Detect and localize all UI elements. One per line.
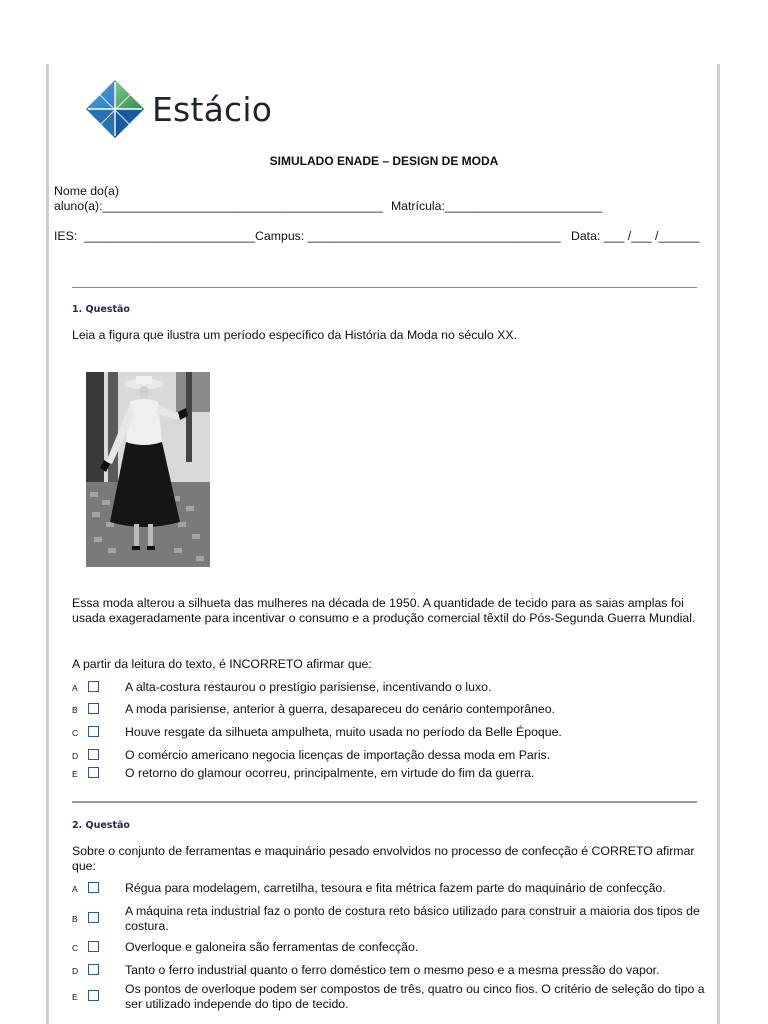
option-checkbox[interactable] <box>88 726 99 737</box>
option-checkbox[interactable] <box>88 964 99 975</box>
question-2-option-a[interactable] <box>72 881 712 901</box>
name-label-line2: aluno(a):_________________________________________ Matrícula:_______________________ <box>54 199 603 213</box>
name-label-line1: Nome do(a) <box>54 184 119 198</box>
question-1-intro: Leia a figura que ilustra um período específico da História da Moda no século XX. <box>72 328 517 342</box>
option-text: Tanto o ferro industrial quanto o ferro doméstico tem o mesmo peso e a mesma pressão do vapor. <box>125 963 660 977</box>
brand-name: Estácio <box>152 89 273 129</box>
question-2-option-c[interactable] <box>72 940 712 960</box>
estacio-diamond-icon <box>84 78 146 140</box>
question-1-title: 1. Questão <box>72 304 130 315</box>
question-2-option-d[interactable] <box>72 963 712 983</box>
question-2-title: 2. Questão <box>72 820 130 831</box>
option-checkbox[interactable] <box>88 912 99 923</box>
option-text: Os pontos de overloque podem ser compostos de três, quatro ou cinco fios. O critério de seleção do tipo a ser utilizado independe do tipo de tecido. <box>125 982 705 1011</box>
option-letter: B <box>72 914 78 924</box>
question-2-option-b[interactable] <box>72 904 712 936</box>
option-letter: D <box>72 966 79 976</box>
student-name-field[interactable] <box>54 184 602 214</box>
option-text: A moda parisiense, anterior à guerra, desapareceu do cenário contemporâneo. <box>125 702 555 716</box>
option-checkbox[interactable] <box>88 941 99 952</box>
question-1-text: Essa moda alterou a silhueta das mulheres na década de 1950. A quantidade de tecido para as saias amplas foi usada exageradamente para incentivar o consumo e a produção comercial têxtil do Pós-Segunda Guerra Mundial. <box>72 596 696 625</box>
option-checkbox[interactable] <box>88 990 99 1001</box>
option-text: A máquina reta industrial faz o ponto de costura reto básico utilizado para construir a maioria dos tipos de costura. <box>125 904 700 933</box>
page-border-right <box>717 64 720 1024</box>
question-2-option-e[interactable] <box>72 982 712 1014</box>
option-checkbox[interactable] <box>88 749 99 760</box>
question-1-option-e[interactable] <box>72 766 712 786</box>
option-checkbox[interactable] <box>88 882 99 893</box>
page-title: SIMULADO ENADE – DESIGN DE MODA <box>269 154 499 168</box>
option-text: Overloque e galoneira são ferramentas de confecção. <box>125 940 419 954</box>
page-border-left <box>46 64 49 1024</box>
matricula-field[interactable]: Matrícula:_______________________ <box>390 199 603 213</box>
question-2-text: Sobre o conjunto de ferramentas e maquinário pesado envolvidos no processo de confecção é CORRETO afirmar que: <box>72 844 695 873</box>
option-letter: C <box>72 943 79 953</box>
option-checkbox[interactable] <box>88 681 99 692</box>
option-letter: E <box>72 769 78 779</box>
question-1-option-c[interactable] <box>72 725 712 745</box>
option-text: O retorno do glamour ocorreu, principalmente, em virtude do fim da guerra. <box>125 766 535 780</box>
divider <box>72 801 697 803</box>
option-text: O comércio americano negocia licenças de importação dessa moda em Paris. <box>125 748 551 762</box>
option-letter: A <box>72 683 78 693</box>
option-text: Régua para modelagem, carretilha, tesoura e fita métrica fazem parte do maquinário de confecção. <box>125 881 666 895</box>
question-1-option-d[interactable] <box>72 748 712 768</box>
option-text: A alta-costura restaurou o prestígio parisiense, incentivando o luxo. <box>125 680 492 694</box>
option-checkbox[interactable] <box>88 767 99 778</box>
option-letter: B <box>72 705 78 715</box>
question-1-option-a[interactable] <box>72 680 712 700</box>
option-letter: D <box>72 751 79 761</box>
ies-campus-date-row[interactable]: IES: _________________________Campus: _____________________________________ Data: ___ /___ /______ <box>54 229 700 243</box>
question-1-option-b[interactable] <box>72 702 712 722</box>
divider <box>72 287 697 288</box>
option-letter: E <box>72 992 78 1002</box>
option-letter: C <box>72 728 79 738</box>
option-text: Houve resgate da silhueta ampulheta, muito usada no período da Belle Époque. <box>125 725 562 739</box>
option-checkbox[interactable] <box>88 703 99 714</box>
question-1-prompt: A partir da leitura do texto, é INCORRETO afirmar que: <box>72 657 372 671</box>
fashion-photo <box>86 372 210 567</box>
estacio-logo <box>84 78 272 140</box>
option-letter: A <box>72 884 78 894</box>
